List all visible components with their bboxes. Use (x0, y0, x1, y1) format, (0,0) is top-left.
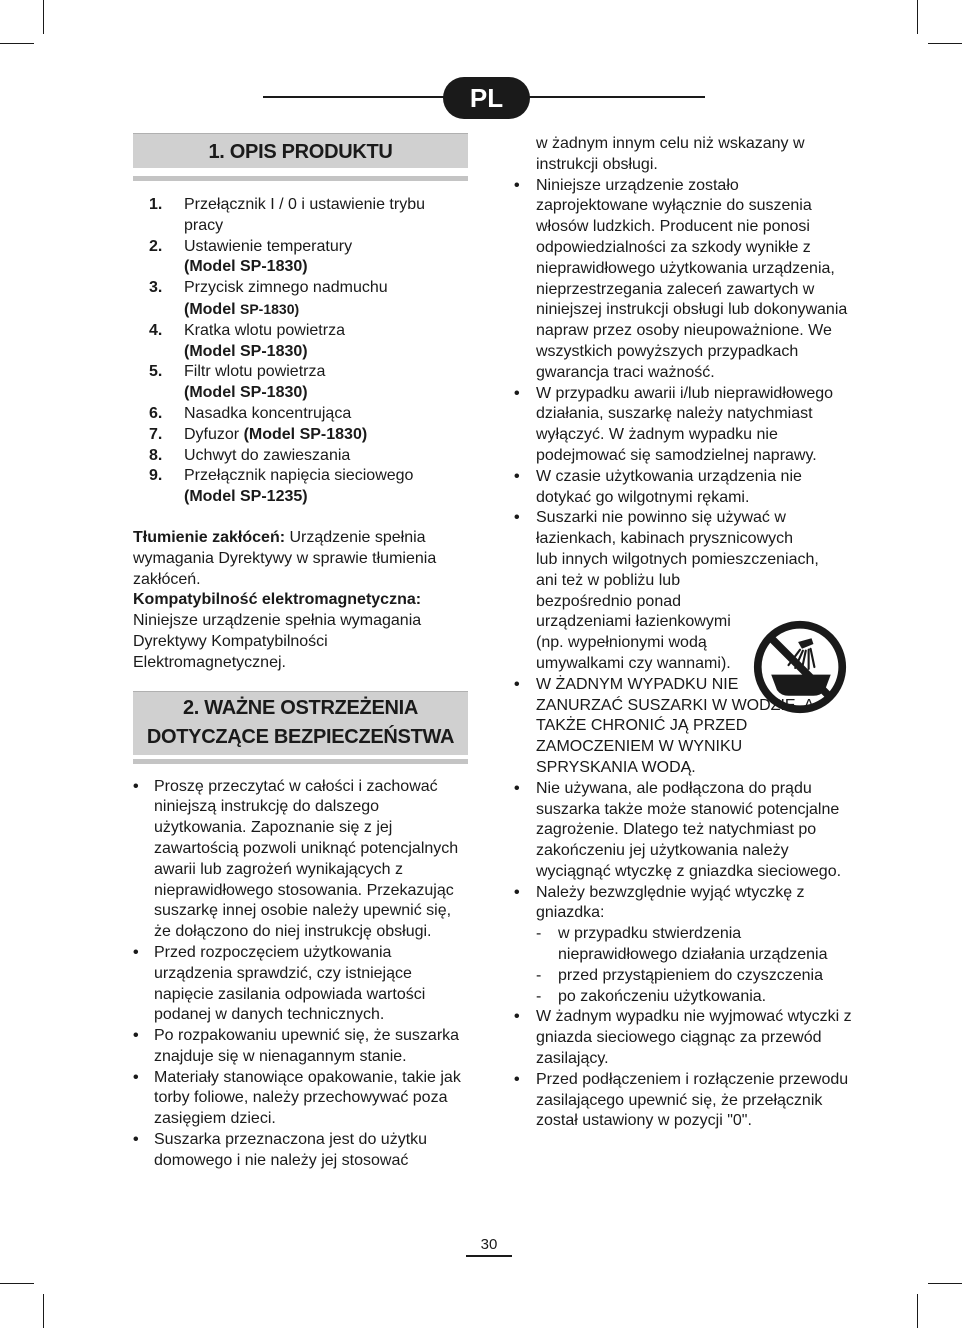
model-label: (Model SP-1830) (184, 258, 308, 276)
list-item: • Przed podłączeniem i rozłączenie przewodu zasilającego upewnić się, że przełącznik został ustawiony w pozycji "0". (514, 1070, 849, 1130)
list-item: - w przypadku stwierdzenia nieprawidłowego działania urządzenia (536, 925, 828, 964)
crop-mark (917, 0, 918, 34)
crop-mark (917, 1294, 918, 1328)
list-item: • Suszarka przeznaczona jest do użytku domowego i nie należy jej stosować (133, 1131, 428, 1169)
list-item: • Niniejsze urządzenie zostało zaprojektowane wyłącznie do suszenia włosów ludzkich. Producent nie ponosi odpowiedzialności za szkody wynikłe z nieprawidłowego użytkowania urządzenia, nieprzestrzegania zaleceń zawartych w niniejszej instrukcji obsługi lub dokonywania napraw przez osoby nieupoważnione. We wszystkich powyższych przypadkach gwarancja traci ważność. (514, 176, 848, 381)
list-item: • W ŻADNYM WYPADKU NIE ZANURZAĆ SUSZARKI W WODZIE, A TAKŻE CHRONIĆ JĄ PRZED ZAMOCZENIEM W WYNIKU SPRYSKANIA WODĄ. (514, 675, 814, 776)
continued-text: w żadnym innym celu niż wskazany w instrukcji obsługi. (536, 135, 805, 173)
list-item: • Nie używana, ale podłączona do prądu suszarka także może stanowić potencjalne zagrożenie. Dlatego też natychmiast po zakończeniu jej użytkowania należy wyciągnąć wtyczkę z gniazdka sieciowego. (514, 779, 842, 880)
crop-mark (0, 1283, 34, 1284)
section-heading-product (133, 133, 468, 181)
crop-mark (928, 1283, 962, 1284)
interference-label: Tłumienie zakłóceń: (133, 528, 286, 546)
right-column (514, 134, 854, 1132)
list-item: 9. Przełącznik napięcia sieciowego (Model SP-1235) (149, 467, 414, 506)
section-title: 2. WAŻNE OSTRZEŻENIA DOTYCZĄCE BEZPIECZEŃSTWA (133, 691, 468, 755)
heading-underbar (133, 176, 468, 181)
crop-mark (43, 1294, 44, 1328)
model-label: (Model SP-1830) (184, 384, 308, 402)
crop-mark (43, 0, 44, 34)
list-item: 6. Nasadka koncentrująca (149, 404, 352, 422)
header-rule-right (520, 96, 705, 98)
list-item: 1. Przełącznik I / 0 i ustawienie trybu pracy (149, 196, 425, 234)
list-item: • W przypadku awarii i/lub nieprawidłowego działania, suszarkę należy natychmiast wyłączyć. W żadnym wypadku nie podejmować się samodzielnej naprawy. (514, 384, 834, 464)
list-item: • Przed rozpoczęciem użytkowania urządzenia sprawdzić, czy istniejące napięcie zasilania odpowiada wartości podanej w danych technicznych. (133, 943, 426, 1024)
crop-mark (0, 43, 34, 44)
section-heading-safety (133, 691, 468, 764)
list-item: • Proszę przeczytać w całości i zachować niniejszą instrukcję do dalszego użytkowania. Zapoznanie się z jej zawartością pozwoli uniknąć potencjalnych awarii lub zagrożeń wynikających z nieprawidłowego stosowania. Przekazując suszarkę innej osobie należy upewnić się, że dołączono do niej instrukcję obsługi. (133, 777, 459, 941)
model-label: (Model SP-1830) (184, 342, 308, 360)
interference-text: Urządzenie spełnia wymagania Dyrektywy w sprawie tłumienia zakłóceń. (133, 528, 437, 588)
list-item: • W żadnym wypadku nie wyjmować wtyczki z gniazda sieciowego ciągnąc za przewód zasilający. (514, 1008, 852, 1068)
list-item: • Materiały stanowiące opakowanie, takie jak torby foliowe, należy przechowywać poza zasięgiem dzieci. (133, 1068, 461, 1128)
safety-bullets-left (133, 777, 468, 1172)
list-item: 5. Filtr wlotu powietrza (Model SP-1830) (149, 363, 326, 402)
model-label: SP-1830) (240, 300, 300, 317)
list-item: 3. Przycisk zimnego nadmuchu (Model SP-1830) (149, 279, 388, 318)
list-item: 2. Ustawienie temperatury (Model SP-1830) (149, 237, 353, 276)
no-water-warning-icon (752, 619, 848, 715)
language-badge: PL (443, 77, 530, 119)
product-parts-list (133, 195, 468, 508)
list-item: - po zakończeniu użytkowania. (536, 987, 767, 1005)
left-column (133, 133, 468, 1172)
crop-mark (928, 43, 962, 44)
list-item: 7. Dyfuzor (Model SP-1830) (149, 425, 368, 443)
model-label: (Model (184, 300, 240, 318)
list-item: - przed przystąpieniem do czyszczenia (536, 966, 824, 984)
heading-underbar (133, 759, 468, 764)
section-title: 1. OPIS PRODUKTU (133, 133, 468, 168)
unplug-cases-list (536, 924, 854, 1007)
list-item: 4. Kratka wlotu powietrza (Model SP-1830) (149, 321, 345, 360)
list-item: • Należy bezwzględnie wyjąć wtyczkę z gniazdka: - w przypadku stwierdzenia nieprawidłowego działania urządzenia - przed przystąpieniem do czyszczenia - po zakończeniu użytkowania. (514, 883, 854, 1008)
list-item: • Po rozpakowaniu upewnić się, że suszarka znajduje się w nienagannym stanie. (133, 1027, 460, 1065)
model-label: (Model SP-1830) (243, 425, 368, 443)
list-item: • Suszarki nie powinno się używać w łazienkach, kabinach prysznicowych lub innych wilgotnych pomieszczeniach, ani też w pobliżu lub bezpośrednio ponad urządzeniami łazienkowymi (np. wypełnionymi wodą umywalkami czy wannami). (514, 509, 819, 672)
emc-label: Kompatybilność elektromagnetyczna: (133, 591, 422, 609)
page-number: 30 (466, 1236, 512, 1257)
interference-paragraph (133, 528, 468, 674)
list-item: 8. Uchwyt do zawieszania (149, 446, 351, 464)
list-item: • W czasie użytkowania urządzenia nie dotykać go wilgotnymi rękami. (514, 467, 802, 506)
emc-text: Niniejsze urządzenie spełnia wymagania Dyrektywy Kompatybilności Elektromagnetycznej. (133, 612, 422, 671)
header-rule-left (263, 96, 453, 98)
model-label: (Model SP-1235) (184, 488, 308, 506)
